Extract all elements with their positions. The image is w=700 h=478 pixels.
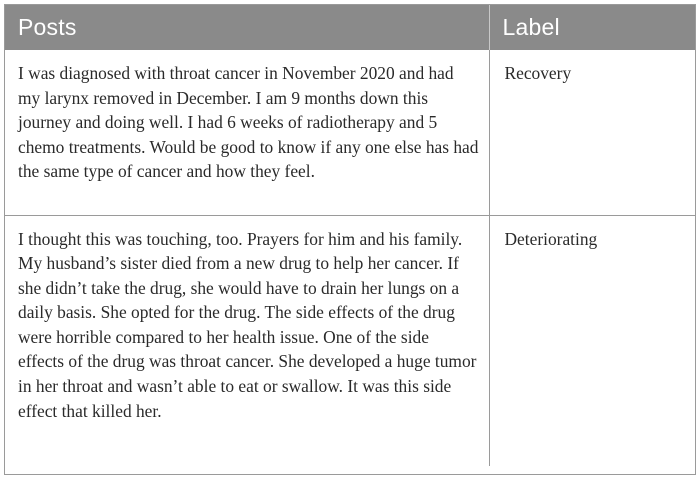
data-table [5,5,695,466]
post-cell: I thought this was touching, too. Prayers for him and his family. My husband’s sister died from a new drug to help her cancer. If she didn’t take the drug, she would have to drain her lungs on a daily basis. She opted for the drug. The side effects of the drug were horrible compared to her health issue. One of the side effects of the drug was throat cancer. She developed a huge tumor in her throat and wasn’t able to eat or swallow. It was this side effect that killed her. [18,228,477,421]
label-cell: Deteriorating [489,215,695,466]
table-header [5,5,695,50]
column-header-label: Label [489,5,695,50]
table-row [5,50,695,215]
table-body [5,50,695,466]
header-row [5,5,695,50]
posts-label-table [4,4,696,475]
column-header-posts: Posts [5,5,489,50]
table-row [5,215,695,466]
post-cell: I was diagnosed with throat cancer in November 2020 and had my larynx removed in December. I am 9 months down this journey and doing well. I had 6 weeks of radiotherapy and 5 chemo treatments. Would be good to know if any one else has had the same type of cancer and how they feel. [5,50,489,215]
label-cell: Recovery [489,50,695,215]
